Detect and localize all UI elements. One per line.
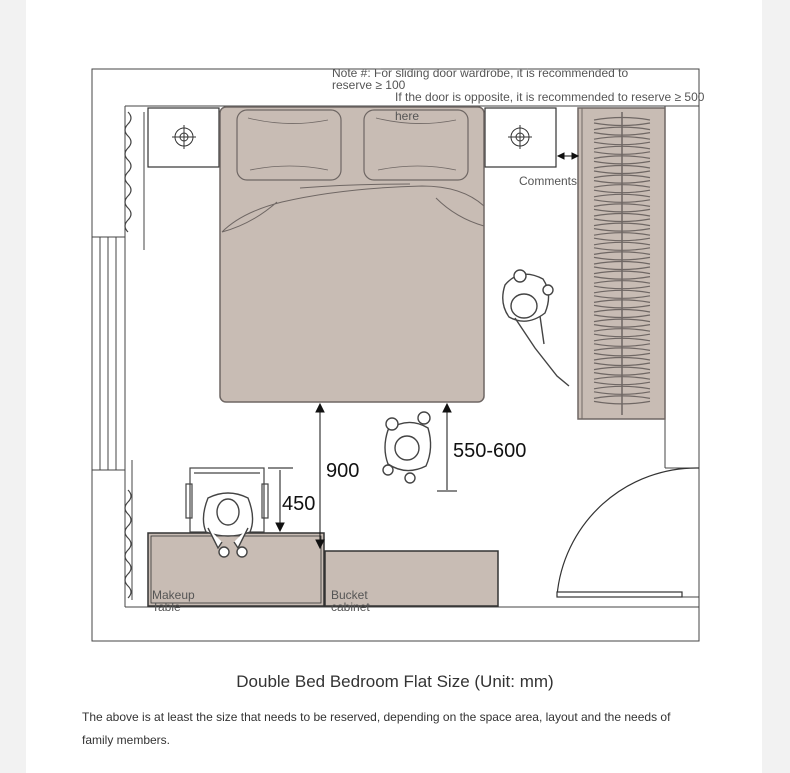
comments-label: Comments — [519, 174, 578, 188]
dimension-450-label: 450 — [282, 493, 316, 515]
dimension-900 — [316, 404, 324, 548]
person-walking — [503, 270, 569, 386]
door — [557, 468, 699, 597]
wardrobe-gap-arrow — [558, 153, 578, 159]
window — [92, 237, 125, 470]
note-sliding-door: Note #: For sliding door wardrobe, it is recommended to reserve ≥ 100 — [332, 66, 629, 92]
dimension-900-label: 900 — [326, 460, 360, 482]
double-bed — [220, 107, 484, 402]
wardrobe — [578, 108, 665, 419]
figure-caption: Double Bed Bedroom Flat Size (Unit: mm) — [236, 672, 554, 691]
curtain — [125, 112, 131, 598]
bucket-cabinet-label: Bucket cabinet — [331, 588, 370, 614]
nightstand-left — [148, 108, 219, 167]
note-door-opposite: If the door is opposite, it is recommended to reserve ≥ 500 here — [395, 90, 705, 123]
person-standing — [383, 412, 431, 483]
makeup-table-label: Makeup Table — [152, 588, 195, 614]
dimension-550-600-label: 550-600 — [453, 440, 527, 462]
figure-description: The above is at least the size that needs to be reserved, depending on the space area, layout and the needs of family members. — [82, 710, 671, 747]
curtain-track — [132, 112, 144, 600]
